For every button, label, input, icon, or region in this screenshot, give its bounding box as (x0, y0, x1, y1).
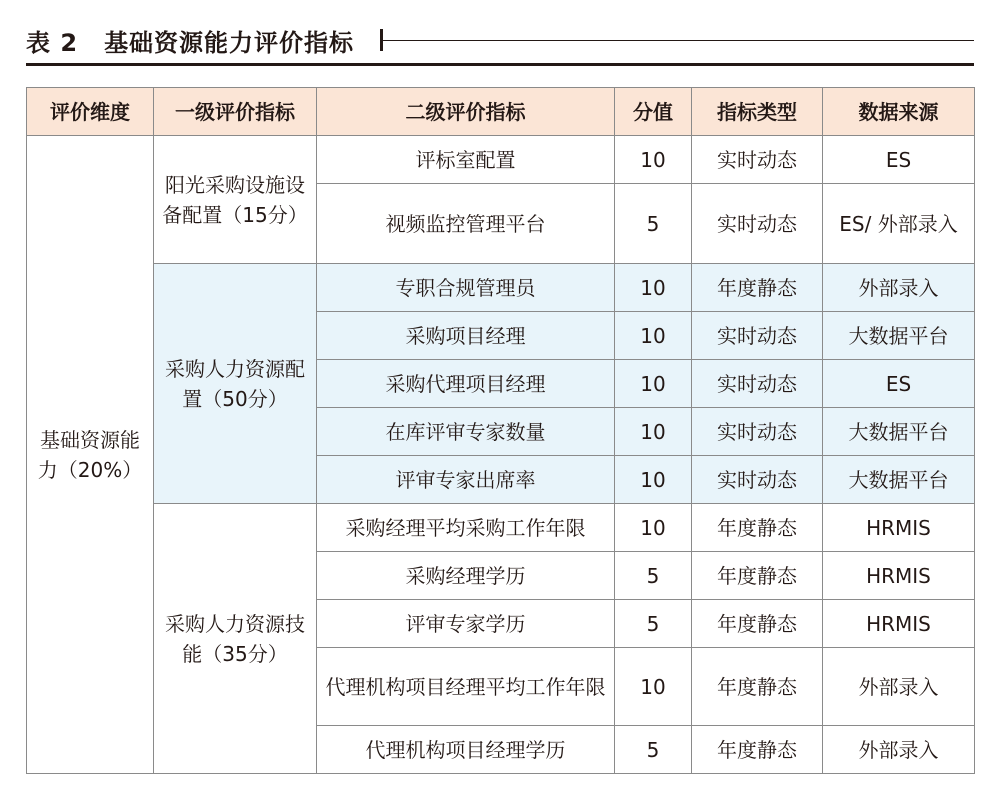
table-caption (26, 20, 974, 60)
score-cell: 10 (615, 360, 692, 408)
caption-number: 表 2 (26, 28, 79, 57)
source-cell: ES (823, 360, 975, 408)
source-cell: 大数据平台 (823, 456, 975, 504)
type-cell: 实时动态 (692, 312, 823, 360)
level2-cell: 评审专家出席率 (317, 456, 615, 504)
evaluation-table (26, 87, 975, 774)
header-cell: 指标类型 (692, 88, 823, 136)
level2-cell: 代理机构项目经理学历 (317, 726, 615, 774)
level2-cell: 采购项目经理 (317, 312, 615, 360)
type-cell: 年度静态 (692, 600, 823, 648)
type-cell: 年度静态 (692, 552, 823, 600)
caption-rule (383, 40, 974, 41)
table-row (27, 136, 975, 184)
header-cell: 评价维度 (27, 88, 154, 136)
score-cell: 10 (615, 264, 692, 312)
source-cell: ES/ 外部录入 (823, 184, 975, 264)
header-cell: 数据来源 (823, 88, 975, 136)
source-cell: 外部录入 (823, 726, 975, 774)
source-cell: ES (823, 136, 975, 184)
table-row (27, 504, 975, 552)
score-cell: 10 (615, 136, 692, 184)
type-cell: 实时动态 (692, 360, 823, 408)
level2-cell: 代理机构项目经理平均工作年限 (317, 648, 615, 726)
score-cell: 10 (615, 648, 692, 726)
caption-underline (26, 63, 974, 66)
level2-cell: 采购经理平均采购工作年限 (317, 504, 615, 552)
score-cell: 10 (615, 504, 692, 552)
header-cell: 分值 (615, 88, 692, 136)
score-cell: 5 (615, 184, 692, 264)
level2-cell: 评审专家学历 (317, 600, 615, 648)
type-cell: 年度静态 (692, 264, 823, 312)
source-cell: HRMIS (823, 552, 975, 600)
source-cell: 大数据平台 (823, 408, 975, 456)
type-cell: 年度静态 (692, 648, 823, 726)
caption-title: 基础资源能力评价指标 (104, 28, 355, 57)
type-cell: 年度静态 (692, 504, 823, 552)
level2-cell: 在库评审专家数量 (317, 408, 615, 456)
level2-cell: 专职合规管理员 (317, 264, 615, 312)
source-cell: 大数据平台 (823, 312, 975, 360)
dimension-cell: 基础资源能力（20%） (27, 136, 154, 774)
level2-cell: 评标室配置 (317, 136, 615, 184)
level1-cell: 采购人力资源配置（50分） (154, 264, 317, 504)
header-row (27, 88, 975, 136)
table-row (27, 264, 975, 312)
type-cell: 实时动态 (692, 408, 823, 456)
type-cell: 年度静态 (692, 726, 823, 774)
score-cell: 5 (615, 726, 692, 774)
level1-cell: 采购人力资源技能（35分） (154, 504, 317, 774)
header-cell: 二级评价指标 (317, 88, 615, 136)
source-cell: HRMIS (823, 504, 975, 552)
level2-cell: 视频监控管理平台 (317, 184, 615, 264)
level2-cell: 采购代理项目经理 (317, 360, 615, 408)
score-cell: 10 (615, 408, 692, 456)
type-cell: 实时动态 (692, 184, 823, 264)
source-cell: 外部录入 (823, 264, 975, 312)
score-cell: 5 (615, 552, 692, 600)
header-cell: 一级评价指标 (154, 88, 317, 136)
score-cell: 10 (615, 456, 692, 504)
score-cell: 5 (615, 600, 692, 648)
source-cell: HRMIS (823, 600, 975, 648)
source-cell: 外部录入 (823, 648, 975, 726)
score-cell: 10 (615, 312, 692, 360)
level1-cell: 阳光采购设施设备配置（15分） (154, 136, 317, 264)
type-cell: 实时动态 (692, 136, 823, 184)
type-cell: 实时动态 (692, 456, 823, 504)
level2-cell: 采购经理学历 (317, 552, 615, 600)
